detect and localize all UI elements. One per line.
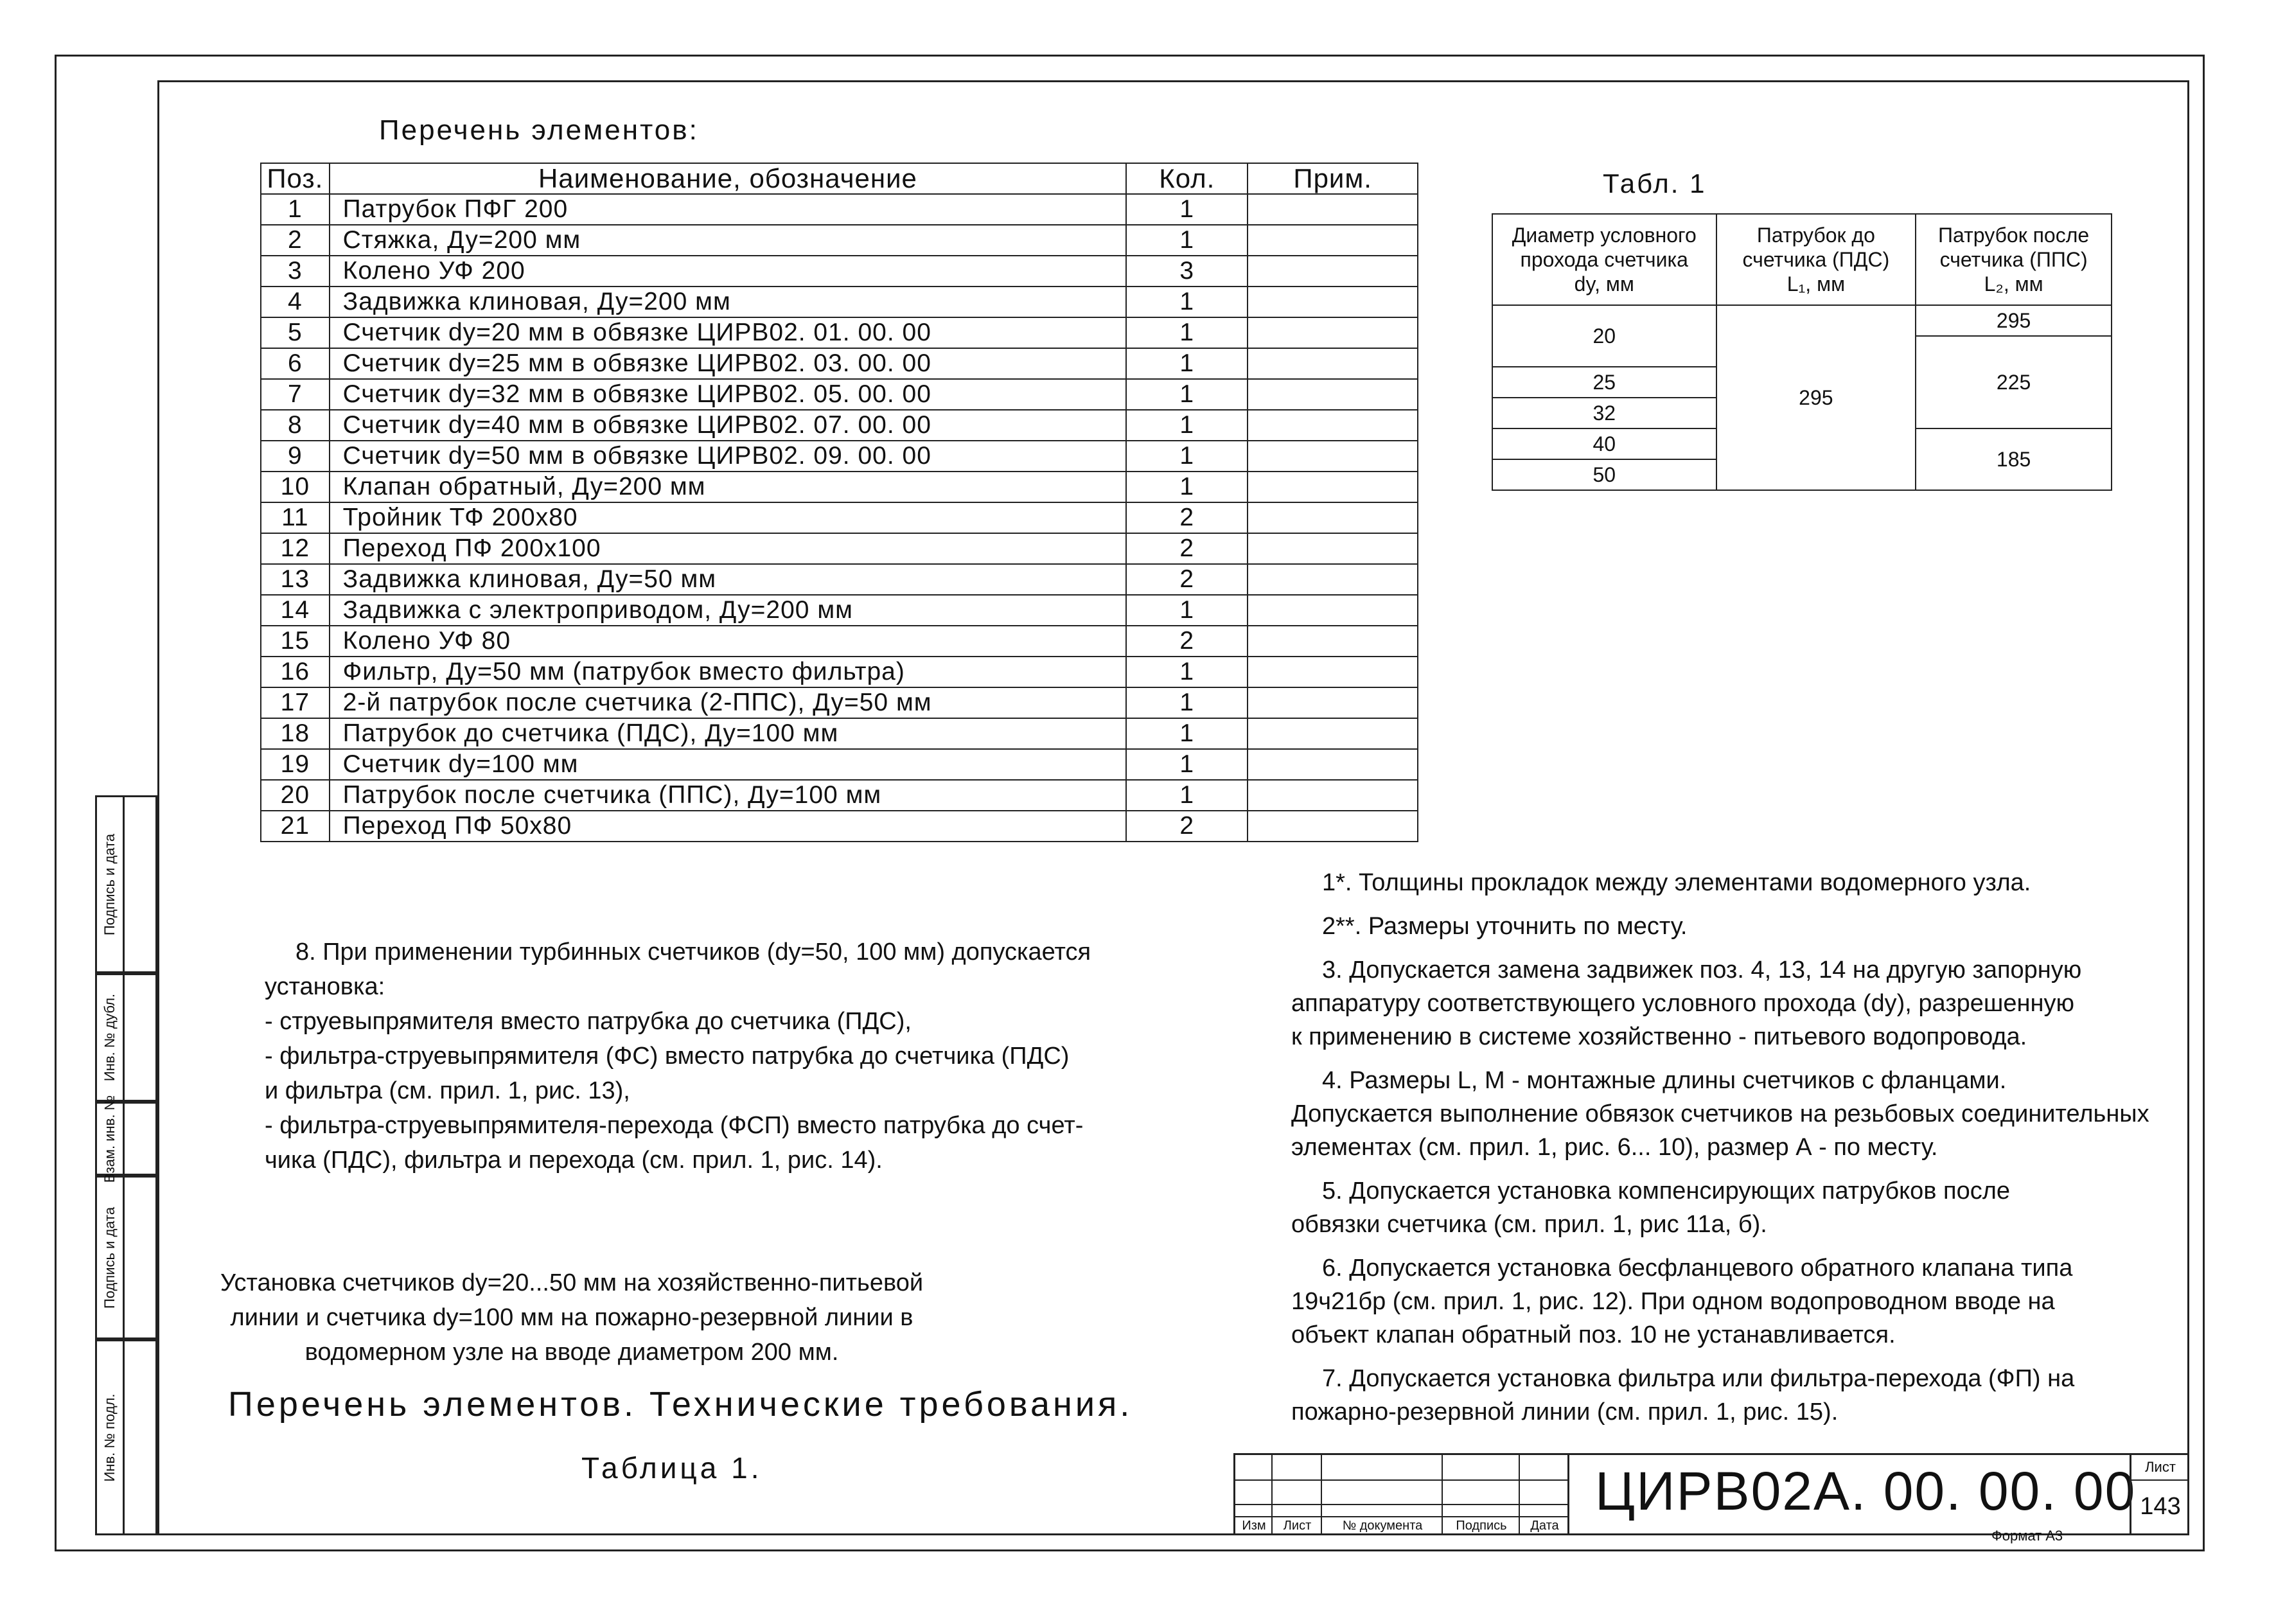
page-title: Перечень элементов. Технические требования. [228,1385,1133,1424]
row-qty: 1 [1126,749,1248,780]
note-line: аппаратуру соответствующего условного прохода (dy), разрешенную [1291,990,2075,1017]
row-name: Патрубок ПФГ 200 [330,194,1127,225]
row-pos: 2 [261,225,330,256]
row-note [1248,441,1418,472]
table-row [261,472,1418,502]
row-pos: 14 [261,595,330,626]
note-line: - фильтра-струевыпрямителя-перехода (ФСП) вместо патрубка до счет- [265,1112,1084,1139]
row-pos: 6 [261,348,330,379]
table-row [261,410,1418,441]
table1-cell: 25 [1492,367,1716,398]
row-qty: 2 [1126,626,1248,657]
header-pos: Поз. [261,163,330,194]
row-pos: 7 [261,379,330,410]
row-pos: 17 [261,687,330,718]
table-row [261,595,1418,626]
side-stamp-box [95,1176,157,1339]
row-pos: 15 [261,626,330,657]
header-qty: Кол. [1126,163,1248,194]
note-line: 19ч21бр (см. прил. 1, рис. 12). При одном водопроводном вводе на [1291,1288,2055,1315]
row-pos: 5 [261,317,330,348]
row-qty: 1 [1126,472,1248,502]
row-note [1248,317,1418,348]
row-note [1248,502,1418,533]
table1-caption: Табл. 1 [1603,168,1707,199]
row-qty: 1 [1126,595,1248,626]
row-pos: 10 [261,472,330,502]
note-line: к применению в системе хозяйственно - питьевого водопровода. [1291,1023,2027,1050]
table1-header-diameter: Диаметр условного прохода счетчика dy, мм [1492,214,1716,305]
note-paragraph [1291,1064,2171,1164]
row-qty: 1 [1126,317,1248,348]
side-stamp-label: Подпись и дата [101,833,118,935]
note-line: 5. Допускается установка компенсирующих патрубков после [1322,1178,2011,1205]
side-stamp-label: Инв. № дубл. [101,993,118,1082]
row-qty: 3 [1126,256,1248,287]
row-qty: 2 [1126,502,1248,533]
row-name: 2-й патрубок после счетчика (2-ППС), Ду=50 мм [330,687,1127,718]
side-stamp-box [95,1339,157,1535]
table-row [261,194,1418,225]
row-pos: 20 [261,780,330,811]
table-row [261,626,1418,657]
row-note [1248,626,1418,657]
row-pos: 1 [261,194,330,225]
note-paragraph [1291,866,2171,899]
row-pos: 9 [261,441,330,472]
row-qty: 1 [1126,687,1248,718]
drawing-description: Установка счетчиков dy=20...50 мм на хозяйственно-питьевой линии и счетчика dy=100 мм на пожарно-резервной линии в водомерном узле на вводе диаметром 200 мм. [220,1269,924,1366]
row-note [1248,811,1418,842]
elements-table-header [261,163,1418,194]
table1-cell: 40 [1492,428,1716,459]
row-name: Патрубок до счетчика (ПДС), Ду=100 мм [330,718,1127,749]
side-stamp-box [95,973,157,1102]
stamp-col-date: Дата [1530,1519,1559,1533]
side-stamp-label: Инв. № подл. [101,1393,118,1482]
note-line: элементах (см. прил. 1, рис. 6... 10), размер А - по месту. [1291,1134,1938,1161]
table1-cell: 20 [1492,305,1716,367]
page-subtitle: Таблица 1. [581,1451,763,1485]
row-qty: 1 [1126,780,1248,811]
note-8 [265,935,1091,1178]
row-note [1248,225,1418,256]
note-line: чика (ПДС), фильтра и перехода (см. прил. 1, рис. 14). [265,1147,883,1174]
note-paragraph [1291,1251,2171,1352]
note-paragraph [1291,1362,2171,1429]
row-note [1248,780,1418,811]
table-row [261,256,1418,287]
table1-cell: 225 [1916,336,2112,428]
row-note [1248,287,1418,317]
table1-header-l2: Патрубок после счетчика (ППС) L₂, мм [1916,214,2112,305]
note-line: и фильтра (см. прил. 1, рис. 13), [265,1077,630,1104]
table1-cell: 185 [1916,428,2112,490]
row-name: Счетчик dy=100 мм [330,749,1127,780]
title-block [1233,1453,2189,1535]
stamp-col-signature: Подпись [1456,1519,1507,1533]
row-qty: 1 [1126,287,1248,317]
row-name: Колено УФ 80 [330,626,1127,657]
note-line: 7. Допускается установка фильтра или фильтра-перехода (ФП) на [1322,1365,2075,1392]
note-paragraph [1291,910,2171,943]
row-note [1248,348,1418,379]
note-line: Допускается выполнение обвязок счетчиков на резьбовых соединительных [1291,1100,2149,1127]
table-row [261,718,1418,749]
note-paragraph [1291,1174,2171,1241]
row-name: Счетчик dy=40 мм в обвязке ЦИРВ02. 07. 00. 00 [330,410,1127,441]
elements-table [260,163,1418,842]
row-qty: 1 [1126,348,1248,379]
table-row [261,749,1418,780]
table-row [261,780,1418,811]
format-label: Формат А3 [1991,1528,2063,1544]
table1-cell: 32 [1492,398,1716,428]
note-paragraph [1291,953,2171,1054]
row-qty: 1 [1126,225,1248,256]
note-line: 2**. Размеры уточнить по месту. [1322,913,1688,940]
table1-cell: 295 [1916,305,2112,336]
row-name: Стяжка, Ду=200 мм [330,225,1127,256]
row-pos: 19 [261,749,330,780]
row-name: Задвижка клиновая, Ду=200 мм [330,287,1127,317]
row-note [1248,256,1418,287]
row-note [1248,718,1418,749]
row-qty: 2 [1126,564,1248,595]
row-name: Переход ПФ 200x100 [330,533,1127,564]
elements-heading: Перечень элементов: [379,114,699,146]
row-name: Колено УФ 200 [330,256,1127,287]
row-note [1248,657,1418,687]
table-row [261,687,1418,718]
note-line: 6. Допускается установка бесфланцевого обратного клапана типа [1322,1255,2073,1282]
note-line: 4. Размеры L, M - монтажные длины счетчиков с фланцами. [1322,1067,2007,1094]
row-qty: 1 [1126,657,1248,687]
table1-cell: 50 [1492,459,1716,490]
table1 [1492,213,2112,491]
row-qty: 1 [1126,410,1248,441]
row-name: Счетчик dy=20 мм в обвязке ЦИРВ02. 01. 00. 00 [330,317,1127,348]
table-row [261,502,1418,533]
row-qty: 1 [1126,441,1248,472]
table-row [261,287,1418,317]
stamp-col-change: Изм [1242,1519,1266,1533]
row-note [1248,595,1418,626]
side-stamp-box [95,1095,157,1183]
side-stamp-label: Подпись и дата [101,1206,118,1309]
sheet-number: 143 [2140,1493,2181,1520]
row-pos: 21 [261,811,330,842]
row-qty: 2 [1126,533,1248,564]
note-line: - фильтра-струевыпрямителя (ФС) вместо патрубка до счетчика (ПДС) [265,1043,1070,1070]
row-name: Счетчик dy=32 мм в обвязке ЦИРВ02. 05. 00. 00 [330,379,1127,410]
technical-notes [1291,866,2171,1439]
row-name: Задвижка с электроприводом, Ду=200 мм [330,595,1127,626]
row-note [1248,687,1418,718]
note-line: обвязки счетчика (см. прил. 1, рис 11а, б). [1291,1211,1767,1238]
row-note [1248,410,1418,441]
row-name: Тройник ТФ 200x80 [330,502,1127,533]
row-name: Счетчик dy=50 мм в обвязке ЦИРВ02. 09. 00. 00 [330,441,1127,472]
row-name: Счетчик dy=25 мм в обвязке ЦИРВ02. 03. 00. 00 [330,348,1127,379]
table-row [261,533,1418,564]
row-note [1248,564,1418,595]
note-line: установка: [265,973,385,1000]
row-name: Задвижка клиновая, Ду=50 мм [330,564,1127,595]
row-name: Фильтр, Ду=50 мм (патрубок вместо фильтра) [330,657,1127,687]
row-pos: 12 [261,533,330,564]
row-name: Клапан обратный, Ду=200 мм [330,472,1127,502]
table-row [261,441,1418,472]
table-row [261,379,1418,410]
row-pos: 3 [261,256,330,287]
row-note [1248,194,1418,225]
table1-header-l1: Патрубок до счетчика (ПДС) L₁, мм [1716,214,1916,305]
note-line: пожарно-резервной линии (см. прил. 1, рис. 15). [1291,1399,1839,1425]
row-note [1248,379,1418,410]
note-line: 1*. Толщины прокладок между элементами водомерного узла. [1322,869,2031,896]
table1-header-row [1492,214,2112,305]
row-qty: 1 [1126,194,1248,225]
stamp-col-sheet: Лист [1283,1519,1312,1533]
side-stamp-box [95,795,157,973]
row-name: Переход ПФ 50x80 [330,811,1127,842]
row-qty: 1 [1126,379,1248,410]
table-row [261,811,1418,842]
note-line: 3. Допускается замена задвижек поз. 4, 13, 14 на другую запорную [1322,957,2082,984]
table-row [261,657,1418,687]
row-pos: 18 [261,718,330,749]
table-row [261,317,1418,348]
note-line: - струевыпрямителя вместо патрубка до счетчика (ПДС), [265,1008,912,1035]
header-name: Наименование, обозначение [330,163,1127,194]
row-note [1248,533,1418,564]
note-line: 8. При применении турбинных счетчиков (dy=50, 100 мм) допускается [296,939,1091,966]
row-pos: 16 [261,657,330,687]
sheet-label: Лист [2131,1455,2189,1481]
table1-cell: 295 [1716,305,1916,490]
note-line: объект клапан обратный поз. 10 не устанавливается. [1291,1321,1896,1348]
stamp-col-document: № документа [1342,1519,1423,1533]
side-stamp-label: Взам. инв. № [101,1095,118,1183]
row-qty: 1 [1126,718,1248,749]
row-note [1248,472,1418,502]
document-code: ЦИРВ02А. 00. 00. 00 [1595,1461,2137,1521]
table-row [261,225,1418,256]
sheet-box [2130,1455,2189,1535]
revision-grid [1235,1455,1569,1535]
row-name: Патрубок после счетчика (ППС), Ду=100 мм [330,780,1127,811]
table-row [261,348,1418,379]
row-pos: 11 [261,502,330,533]
header-note: Прим. [1248,163,1418,194]
row-pos: 4 [261,287,330,317]
row-qty: 2 [1126,811,1248,842]
row-pos: 13 [261,564,330,595]
table-row [261,564,1418,595]
row-pos: 8 [261,410,330,441]
row-note [1248,749,1418,780]
